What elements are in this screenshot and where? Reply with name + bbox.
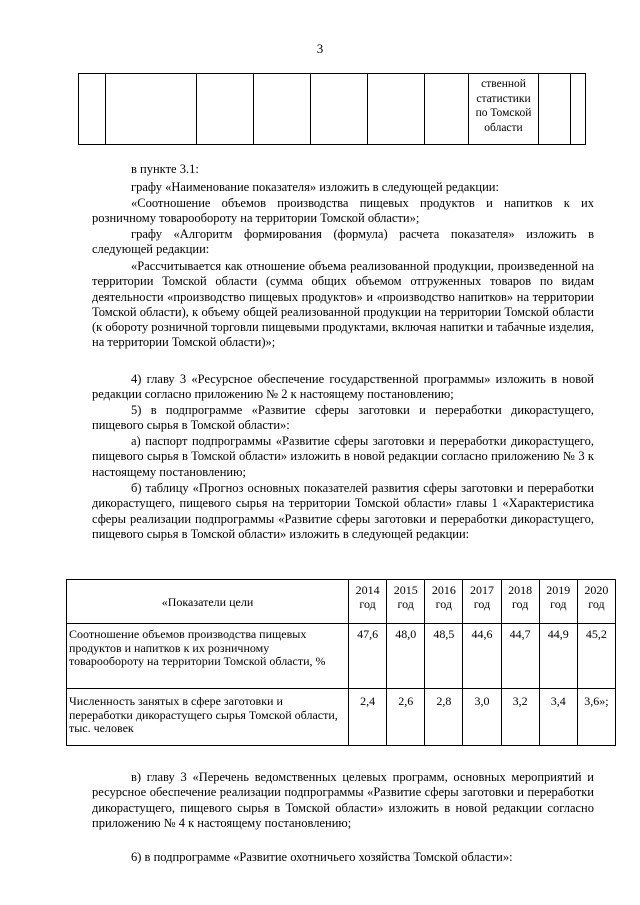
value-cell: 45,2 — [577, 624, 615, 689]
table-row — [67, 624, 616, 689]
page-number: 3 — [316, 41, 324, 56]
paragraph: 4) главу 3 «Ресурсное обеспечение государственной программы» изложить в новой редакции согласно приложению № 2 к настоящему постановлению; — [92, 372, 594, 402]
paragraph: графу «Наименование показателя» изложить в следующей редакции: — [131, 180, 499, 194]
year-header: 2016 год — [425, 580, 463, 624]
paragraph: в пункте 3.1: — [131, 162, 199, 176]
indicator-table — [66, 579, 616, 746]
table-cell — [106, 74, 197, 145]
value-cell: 48,5 — [425, 624, 463, 689]
statistics-source-cell: ственной статистики по Томской области — [469, 74, 539, 145]
paragraph: 5) в подпрограмме «Развитие сферы заготовки и переработки дикорастущего, пищевого сырья в Томской области»: — [92, 403, 594, 433]
value-cell: 44,6 — [463, 624, 501, 689]
paragraph: а) паспорт подпрограммы «Развитие сферы заготовки и переработки дикорастущего, пищевого сырья в Томской области» изложить в новой редакции согласно приложению № 3 к настоящему постановлению; — [92, 434, 594, 479]
table-cell — [311, 74, 368, 145]
value-cell: 2,4 — [349, 689, 387, 746]
table-cell — [79, 74, 106, 145]
indicator-name: Соотношение объемов производства пищевых продуктов и напитков к их розничному товарообороту на территории Томской области, % — [67, 624, 349, 689]
value-cell: 3,4 — [539, 689, 577, 746]
year-header: 2015 год — [387, 580, 425, 624]
year-header: 2014 год — [349, 580, 387, 624]
value-cell: 3,6»; — [577, 689, 615, 746]
paragraph: «Рассчитывается как отношение объема реализованной продукции, произведенной на территории Томской области (сумма общих объемом отгруженных товаров по видам деятельности «производство пищевых продуктов» и «производство напитков» на территории Томской области), к объему общей реализованной продукции на территории Томской области (к обороту розничной торговли пищевыми продуктами, включая напитки и табачные изделия, на территории Томской области)»; — [92, 259, 594, 350]
value-cell: 48,0 — [387, 624, 425, 689]
table-cell — [539, 74, 571, 145]
value-cell: 47,6 — [349, 624, 387, 689]
header-label: «Показатели цели — [67, 580, 349, 624]
value-cell: 2,8 — [425, 689, 463, 746]
table-cell — [571, 74, 586, 145]
value-cell: 2,6 — [387, 689, 425, 746]
value-cell: 44,7 — [501, 624, 539, 689]
table-cell — [368, 74, 425, 145]
paragraph: б) таблицу «Прогноз основных показателей развития сферы заготовки и переработки дикорастущего, пищевого сырья на территории Томской области» главы 1 «Характеристика сферы реализации подпрограммы «Развитие сферы заготовки и переработки дикорастущего, пищевого сырья в Томской области» изложить в следующей редакции: — [92, 481, 594, 541]
continued-table-fragment — [78, 73, 586, 145]
value-cell: 44,9 — [539, 624, 577, 689]
table-cell — [197, 74, 254, 145]
table-cell — [254, 74, 311, 145]
table-cell — [425, 74, 469, 145]
paragraph: в) главу 3 «Перечень ведомственных целевых программ, основных мероприятий и ресурсное обеспечение реализации подпрограммы «Развитие сферы заготовки и переработки дикорастущего, пищевого сырья в Томской области» изложить в новой редакции согласно приложению № 4 к настоящему постановлению; — [92, 770, 594, 830]
value-cell: 3,2 — [501, 689, 539, 746]
paragraph: «Соотношение объемов производства пищевых продуктов и напитков к их розничному товарообороту на территории Томской области»; — [92, 196, 594, 226]
paragraph: графу «Алгоритм формирования (формула) расчета показателя» изложить в следующей редакции: — [92, 227, 594, 257]
year-header: 2019 год — [539, 580, 577, 624]
paragraph: 6) в подпрограмме «Развитие охотничьего хозяйства Томской области»: — [131, 850, 513, 864]
year-header: 2018 год — [501, 580, 539, 624]
indicator-name: Численность занятых в сфере заготовки и переработки дикорастущего сырья Томской области, тыс. человек — [67, 689, 349, 746]
value-cell: 3,0 — [463, 689, 501, 746]
year-header: 2017 год — [463, 580, 501, 624]
year-header: 2020 год — [577, 580, 615, 624]
table-row — [67, 689, 616, 746]
